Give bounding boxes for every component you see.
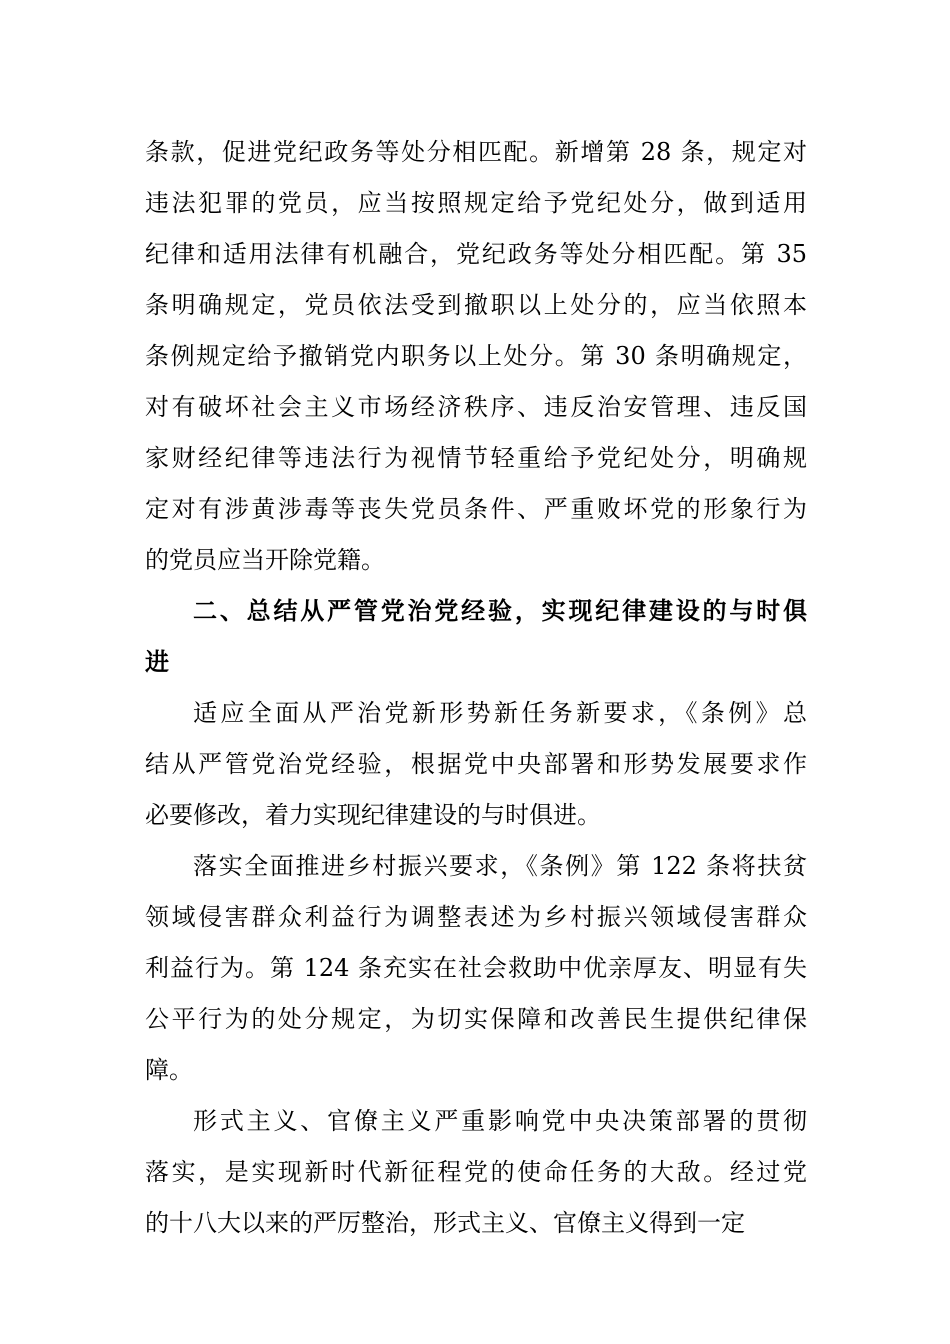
text-line: 条例规定给予撤销党内职务以上处分。第 30 条明确规定，: [145, 342, 807, 370]
body-paragraph: [145, 127, 807, 586]
text-line: 落实全面推进乡村振兴要求，《条例》第 122 条将扶贫: [193, 852, 807, 880]
text-line: 形式主义、官僚主义严重影响党中央决策部署的贯彻: [193, 1107, 807, 1135]
text-line: 落实，是实现新时代新征程党的使命任务的大敌。经过党: [145, 1158, 807, 1186]
text-line: 条款，促进党纪政务等处分相匹配。新增第 28 条，规定对: [145, 138, 807, 166]
body-paragraph: [145, 1096, 807, 1249]
text-line: 利益行为。第 124 条充实在社会救助中优亲厚友、明显有失: [145, 954, 807, 982]
text-line: 结从严管党治党经验，根据党中央部署和形势发展要求作: [145, 750, 807, 778]
text-line: 的党员应当开除党籍。: [145, 546, 385, 574]
text-line: 二、总结从严管党治党经验，实现纪律建设的与时俱: [193, 597, 807, 625]
body-paragraph: [145, 841, 807, 1096]
text-line: 障。: [145, 1056, 193, 1084]
section-heading: [145, 586, 807, 688]
text-line: 定对有涉黄涉毒等丧失党员条件、严重败坏党的形象行为: [145, 495, 807, 523]
text-line: 的十八大以来的严厉整治，形式主义、官僚主义得到一定: [145, 1209, 745, 1237]
text-line: 条明确规定，党员依法受到撤职以上处分的，应当依照本: [145, 291, 807, 319]
text-line: 必要修改，着力实现纪律建设的与时俱进。: [145, 801, 601, 829]
text-line: 家财经纪律等违法行为视情节轻重给予党纪处分，明确规: [145, 444, 807, 472]
text-line: 领域侵害群众利益行为调整表述为乡村振兴领域侵害群众: [145, 903, 807, 931]
text-line: 进: [145, 648, 169, 676]
text-line: 公平行为的处分规定，为切实保障和改善民生提供纪律保: [145, 1005, 807, 1033]
text-line: 违法犯罪的党员，应当按照规定给予党纪处分，做到适用: [145, 189, 807, 217]
text-line: 对有破坏社会主义市场经济秩序、违反治安管理、违反国: [145, 393, 807, 421]
text-line: 适应全面从严治党新形势新任务新要求，《条例》总: [193, 699, 807, 727]
document-body: [145, 127, 807, 1249]
body-paragraph: [145, 688, 807, 841]
text-line: 纪律和适用法律有机融合，党纪政务等处分相匹配。第 35: [145, 240, 807, 268]
